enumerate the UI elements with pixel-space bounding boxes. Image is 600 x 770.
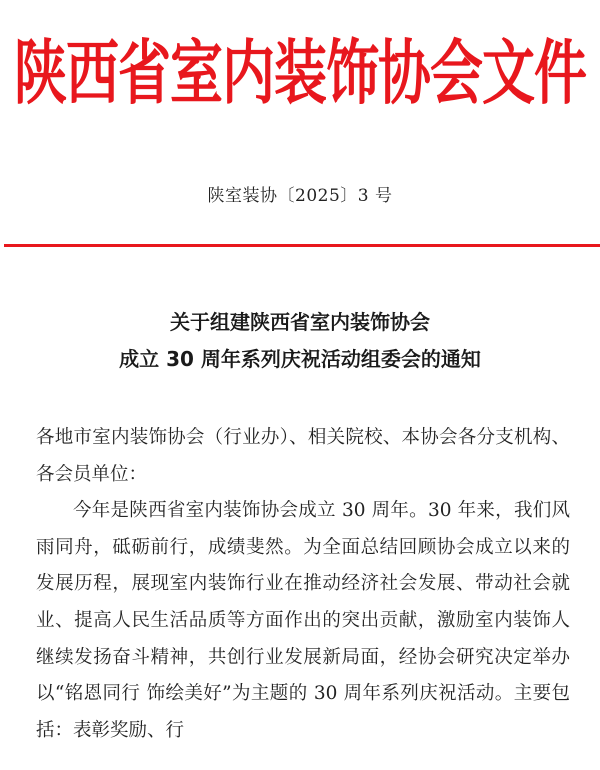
notice-title-line-2: 成立 30 周年系列庆祝活动组委会的通知 bbox=[119, 347, 481, 371]
document-masthead: 陕西省室内装饰协会文件 bbox=[14, 33, 586, 115]
notice-body bbox=[36, 420, 570, 749]
notice-title-line-1: 关于组建陕西省室内装饰协会 bbox=[170, 310, 430, 334]
body-paragraph: 今年是陕西省室内装饰协会成立 30 周年。30 年来，我们风雨同舟，砥砺前行，成绩斐然。为全面总结回顾协会成立以来的发展历程，展现室内装饰行业在推动经济社会发展、带动社会就业、提高人民生活品质等方面作出的突出贡献，激励室内装饰人继续发扬奋斗精神，共创行业发展新局面，经协会研究决定举办以“铭恩同行 饰绘美好”为主题的 30 周年系列庆祝活动。主要包括：表彰奖励、行 bbox=[36, 500, 570, 741]
red-divider-line bbox=[4, 244, 600, 247]
document-number: 陕室装协〔2025〕3 号 bbox=[207, 186, 393, 206]
salutation: 各地市室内装饰协会（行业办）、相关院校、本协会各分支机构、各会员单位： bbox=[36, 427, 570, 485]
